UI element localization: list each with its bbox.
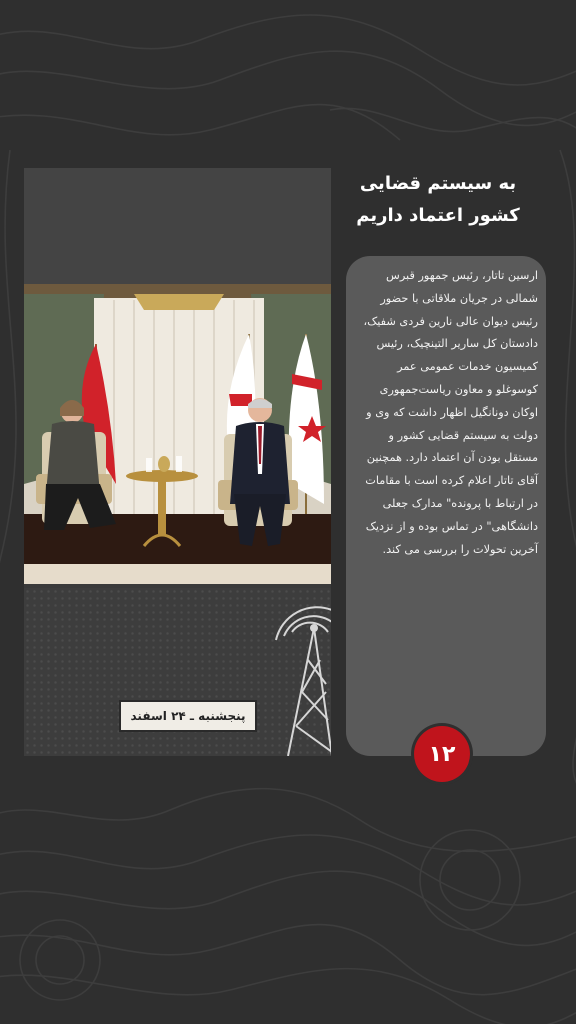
photo-card xyxy=(24,168,331,756)
headline-line-1: به سیستم قضایی xyxy=(359,173,517,194)
article-body: ارسین تاتار، رئیس جمهور قبرس شمالی در جریان ملاقاتی با حضور رئیس دیوان عالی نارین فردی شفیک، دادستان کل ساریر التینچیک، رئیس کمیسیون خدمات عمومی عمر کوسوغلو و معاون ریاست‌جمهوری اوکان دونانگیل اظهار داشت که وی و دولت به سیستم قضایی کشور و مستقل بودن آن اعتماد دارد. همچنین آقای تاتار اعلام کرده است با مقامات در ارتباط با پرونده" مدارک جعلی دانشگاهی" در تماس بوده و از نزدیک آخرین تحولات را بررسی می کند. xyxy=(363,269,538,556)
page-number-badge: ۱۲ xyxy=(414,726,470,782)
meeting-photo[interactable] xyxy=(24,284,331,584)
headline xyxy=(340,168,536,232)
headline-line-2: کشور اعتماد داریم xyxy=(356,205,520,226)
photo-top-band xyxy=(24,168,331,284)
date-label: پنجشنبه ـ ۲۴ اسفند xyxy=(121,702,255,730)
radio-tower-icon xyxy=(268,592,331,756)
